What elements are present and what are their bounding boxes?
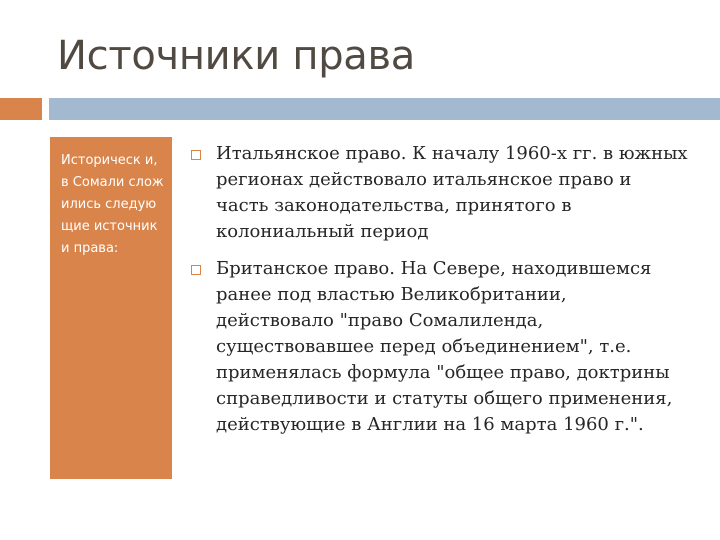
bullet-item-british-law [188, 256, 688, 438]
accent-bar-orange [0, 98, 42, 120]
bullet-text: Британское право. На Севере, находившемся ранее под властью Великобритании, действовало "право Сомалиленда, существовавшее перед объединением", т.е. применялась формула "общее право, доктрины справедливости и статуты общего применения, действующие в Англии на 16 марта 1960 г.". [216, 258, 673, 435]
square-bullet-icon [191, 150, 201, 160]
square-bullet-icon [191, 265, 201, 275]
sidebar-panel [50, 137, 172, 479]
sidebar-text: Историческ и, в Сомали сложились следующие источники права: [61, 153, 164, 256]
accent-bar-blue [49, 98, 720, 120]
slide-title: Источники права [57, 33, 415, 79]
bullet-item-italian-law [188, 141, 688, 245]
bullet-text: Итальянское право. К началу 1960-х гг. в южных регионах действовало итальянское право и часть законодательства, принятого в колониальный период [216, 143, 688, 242]
bullet-list [188, 141, 688, 449]
